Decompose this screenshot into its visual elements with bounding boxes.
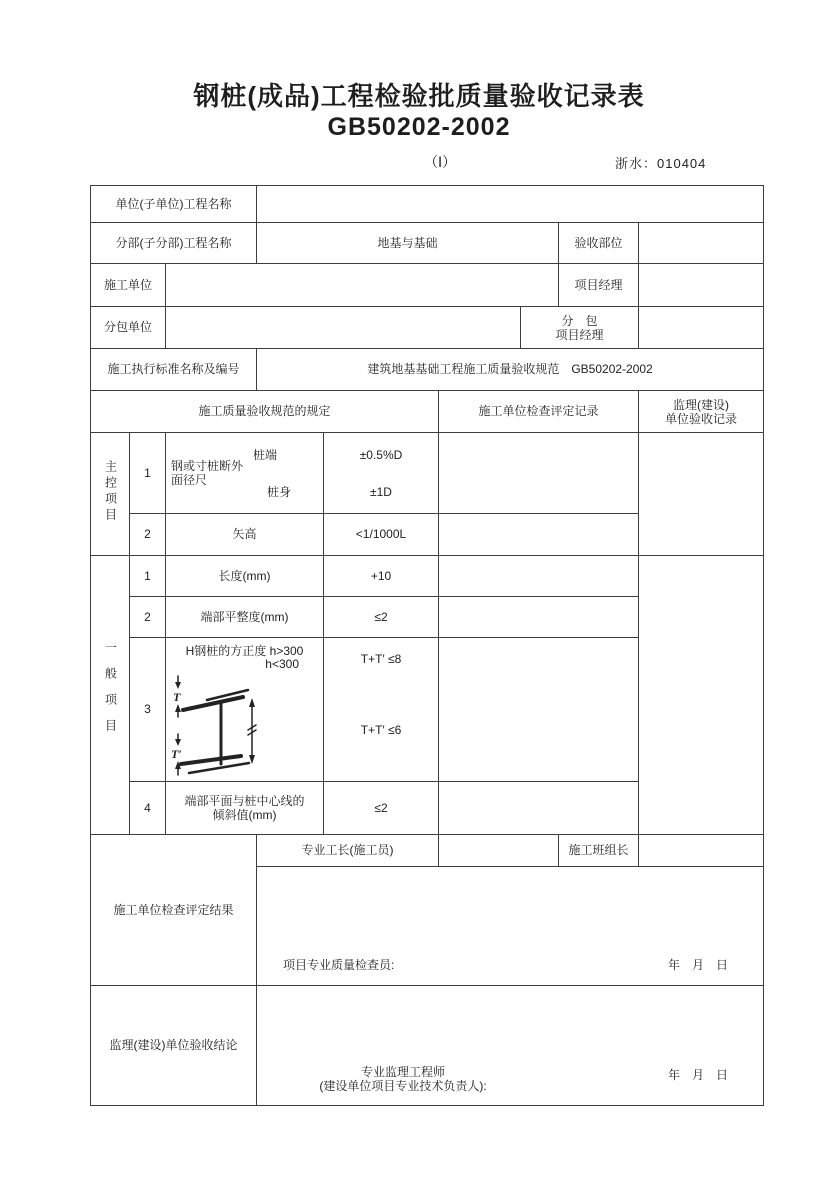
- general-r2-tolerance: ≤2: [324, 597, 439, 638]
- supervisor-result-date: 年 月 日: [668, 1068, 729, 1082]
- general-r3-num: 3: [130, 638, 166, 782]
- master-r1-tol-top: ±0.5%D: [359, 448, 403, 462]
- contractor-result-date: 年 月 日: [668, 958, 729, 972]
- crew-leader-label: 施工班组长: [559, 835, 639, 867]
- master-r1-desc-text: [171, 459, 243, 487]
- column-header-regulation: 施工质量验收规范的规定: [91, 391, 439, 433]
- unit-project-label: 单位(子单位)工程名称: [91, 186, 257, 223]
- general-r3-tol-top: T+T′ ≤8: [360, 652, 402, 666]
- general-r2-num: 2: [130, 597, 166, 638]
- serial-number: 浙水：010404: [615, 156, 707, 171]
- column-header-contractor-record: 施工单位检查评定记录: [439, 391, 639, 433]
- sub-pm-value: [639, 307, 764, 349]
- sheet-mark: （Ⅰ）: [424, 154, 457, 170]
- builder-label: 施工单位: [91, 264, 166, 307]
- master-r1-check-record: [439, 433, 639, 514]
- master-section-label: 主控项目: [103, 460, 118, 524]
- master-r2-tolerance: <1/1000L: [324, 514, 439, 556]
- general-r3-desc-line2: h<300: [265, 657, 299, 671]
- general-r3-tolerance: [324, 638, 439, 782]
- master-section-cell: [91, 433, 130, 556]
- engineer-signature-line1: 专业监理工程师: [360, 1065, 445, 1079]
- acceptance-part-label: 验收部位: [559, 223, 639, 264]
- general-r4-check-record: [439, 782, 639, 835]
- general-r4-desc: [166, 782, 324, 835]
- general-r1-num: 1: [130, 556, 166, 597]
- general-r4-num: 4: [130, 782, 166, 835]
- unit-project-value: [257, 186, 764, 223]
- supervisor-header-line2: 单位验收记录: [665, 411, 738, 426]
- master-r1-pos-bottom: 桩身: [266, 485, 291, 499]
- exec-standard-label: 施工执行标准名称及编号: [91, 349, 257, 391]
- acceptance-part-value: [639, 223, 764, 264]
- master-r1-tol-bottom: ±1D: [370, 485, 392, 499]
- foreman-value: [439, 835, 559, 867]
- general-r4-desc-line2: 倾斜值(mm): [212, 808, 277, 822]
- contractor-result-label: 施工单位检查评定结果: [91, 835, 257, 986]
- dim-label-t-prime: T′: [171, 747, 182, 761]
- division-value: 地基与基础: [257, 223, 559, 264]
- builder-value: [166, 264, 559, 307]
- general-r3-desc-line1: H钢桩的方正度 h>300: [185, 644, 304, 658]
- sub-pm-label-line2: 项目经理: [555, 327, 604, 342]
- sub-pm-label-line1: 分 包: [561, 313, 598, 328]
- general-r3-desc: [166, 638, 324, 782]
- engineer-signature-line2: (建设单位项目专业技术负责人):: [319, 1079, 487, 1093]
- general-r1-desc: 长度(mm): [166, 556, 324, 597]
- column-header-supervisor-record: [639, 391, 764, 433]
- dim-label-t: T: [173, 690, 181, 704]
- master-r1-tolerance: [324, 433, 439, 514]
- general-r4-tolerance: ≤2: [324, 782, 439, 835]
- supervisor-header-line1: 监理(建设): [673, 397, 730, 412]
- general-supervise-record: [639, 556, 764, 835]
- project-manager-label: 项目经理: [559, 264, 639, 307]
- master-r2-desc: 矢高: [166, 514, 324, 556]
- general-section-cell: [91, 556, 130, 835]
- master-r1-desc-line1: 钢或寸桩断外: [171, 459, 244, 473]
- engineer-signature-block: [263, 1065, 543, 1093]
- general-r1-tolerance: +10: [324, 556, 439, 597]
- project-manager-value: [639, 264, 764, 307]
- contractor-result-body: [257, 867, 764, 986]
- acceptance-form-table: [90, 185, 764, 1106]
- division-label: 分部(子分部)工程名称: [91, 223, 257, 264]
- general-r3-check-record: [439, 638, 639, 782]
- master-r1-desc-line2: 面径尺: [171, 473, 208, 487]
- page-title: 钢桩(成品)工程检验批质量验收记录表: [193, 81, 645, 111]
- master-r1-desc: [166, 433, 324, 514]
- master-r1-num: 1: [130, 433, 166, 514]
- h-pile-squareness-diagram: [169, 674, 265, 778]
- exec-standard-value: 建筑地基基础工程施工质量验收规范 GB50202-2002: [257, 349, 764, 391]
- general-r2-check-record: [439, 597, 639, 638]
- master-r2-num: 2: [130, 514, 166, 556]
- subcontractor-value: [166, 307, 521, 349]
- master-r2-check-record: [439, 514, 639, 556]
- standard-code-title: GB50202-2002: [327, 113, 511, 141]
- inspector-signature-label: 项目专业质量检查员:: [283, 958, 395, 972]
- general-r3-tol-bottom: T+T′ ≤6: [360, 723, 402, 737]
- general-r1-check-record: [439, 556, 639, 597]
- general-r2-desc: 端部平整度(mm): [166, 597, 324, 638]
- supervisor-result-label: 监理(建设)单位验收结论: [91, 986, 257, 1106]
- master-supervise-record: [639, 433, 764, 556]
- crew-leader-value: [639, 835, 764, 867]
- general-section-label: 一般项目: [103, 641, 118, 745]
- general-r4-desc-line1: 端部平面与桩中心线的: [184, 794, 305, 808]
- supervisor-result-body: [257, 986, 764, 1106]
- subcontractor-label: 分包单位: [91, 307, 166, 349]
- foreman-label: 专业工长(施工员): [257, 835, 439, 867]
- sub-pm-label: [521, 307, 639, 349]
- master-r1-pos-top: 桩端: [252, 448, 277, 462]
